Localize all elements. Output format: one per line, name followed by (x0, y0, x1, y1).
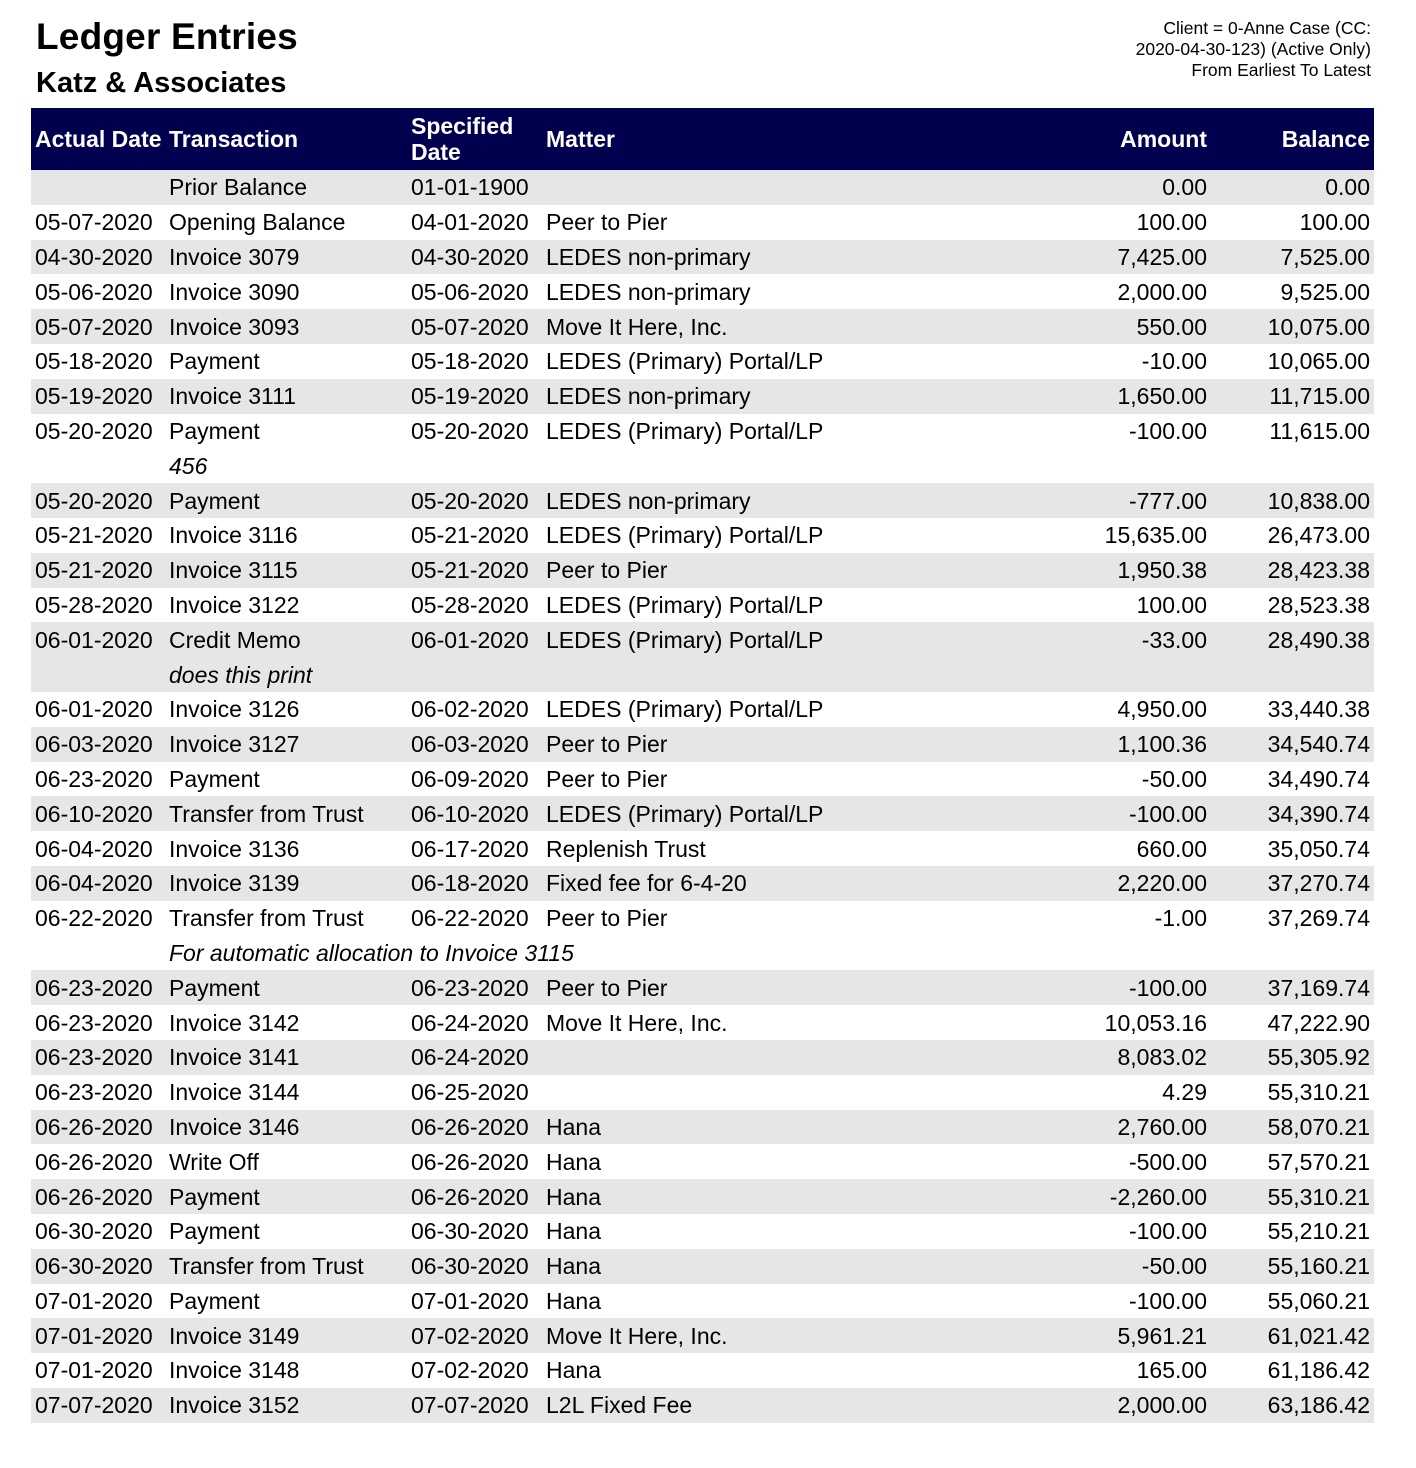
ledger-row (31, 414, 1374, 449)
cell-specified-date: 05-18-2020 (411, 348, 529, 375)
cell-matter: Hana (546, 1287, 601, 1314)
cell-matter: Hana (546, 1148, 601, 1175)
ledger-row (31, 1388, 1374, 1423)
ledger-row (31, 588, 1374, 623)
cell-actual-date: 06-22-2020 (35, 905, 153, 932)
cell-matter: L2L Fixed Fee (546, 1392, 693, 1419)
report-title: Ledger Entries (36, 16, 298, 57)
cell-amount: 5,961.21 (1117, 1322, 1207, 1349)
cell-balance: 55,305.92 (1267, 1044, 1370, 1071)
cell-amount: 1,100.36 (1117, 731, 1207, 758)
cell-actual-date: 06-04-2020 (35, 870, 153, 897)
cell-actual-date: 05-06-2020 (35, 278, 153, 305)
cell-balance: 55,310.21 (1267, 1183, 1370, 1210)
ledger-row (31, 970, 1374, 1005)
cell-balance: 10,075.00 (1267, 313, 1370, 340)
cell-actual-date: 06-01-2020 (35, 696, 153, 723)
cell-specified-date: 04-01-2020 (411, 209, 529, 236)
cell-amount: 7,425.00 (1117, 243, 1207, 270)
cell-transaction: Invoice 3144 (169, 1079, 300, 1106)
cell-amount: 660.00 (1136, 835, 1207, 862)
ledger-row (31, 1353, 1374, 1388)
cell-balance: 7,525.00 (1280, 243, 1370, 270)
cell-matter: Peer to Pier (546, 765, 668, 792)
cell-note: 456 (169, 452, 208, 479)
cell-transaction: Transfer from Trust (169, 800, 364, 827)
cell-balance: 57,570.21 (1267, 1148, 1370, 1175)
ledger-row (31, 622, 1374, 657)
cell-transaction: Payment (169, 974, 260, 1001)
cell-matter (542, 1075, 987, 1110)
cell-transaction: Payment (169, 487, 260, 514)
header-row (31, 108, 1374, 170)
filter-line: 2020-04-30-123) (Active Only) (1135, 39, 1371, 59)
cell-matter: Move It Here, Inc. (546, 1322, 728, 1349)
cell-matter: Hana (546, 1113, 601, 1140)
cell-matter: LEDES (Primary) Portal/LP (546, 626, 824, 653)
cell-balance: 33,440.38 (1267, 696, 1370, 723)
cell-transaction: Invoice 3111 (169, 383, 297, 410)
cell-actual-date: 05-28-2020 (35, 591, 153, 618)
cell-matter: Replenish Trust (546, 835, 706, 862)
cell-transaction: Payment (169, 1183, 260, 1210)
ledger-row (31, 727, 1374, 762)
ledger-row (31, 379, 1374, 414)
cell-transaction: Payment (169, 417, 260, 444)
ledger-row (31, 762, 1374, 797)
cell-matter: LEDES non-primary (546, 243, 751, 270)
ledger-row (31, 309, 1374, 344)
cell-transaction: Payment (169, 1287, 260, 1314)
ledger-row (31, 553, 1374, 588)
cell-amount: 2,000.00 (1117, 278, 1207, 305)
cell-balance: 55,160.21 (1267, 1253, 1370, 1280)
report-filter-info (1041, 18, 1371, 81)
cell-matter (542, 1040, 987, 1075)
cell-matter: Peer to Pier (546, 557, 668, 584)
cell-amount: 100.00 (1136, 209, 1207, 236)
ledger-note-row (31, 936, 1374, 971)
cell-balance: 10,838.00 (1267, 487, 1370, 514)
cell-amount: -100.00 (1128, 800, 1207, 827)
cell-amount: -2,260.00 (1109, 1183, 1207, 1210)
cell-balance: 34,390.74 (1267, 800, 1370, 827)
cell-transaction: Payment (169, 1218, 260, 1245)
cell-matter: LEDES (Primary) Portal/LP (546, 522, 824, 549)
cell-actual-date: 06-30-2020 (35, 1218, 153, 1245)
ledger-row (31, 483, 1374, 518)
cell-matter: LEDES (Primary) Portal/LP (546, 800, 824, 827)
cell-actual-date (31, 170, 165, 205)
cell-balance: 34,540.74 (1267, 731, 1370, 758)
ledger-row (31, 1144, 1374, 1179)
cell-actual-date: 06-30-2020 (35, 1253, 153, 1280)
header-balance: Balance (1281, 126, 1370, 152)
cell-specified-date: 06-23-2020 (411, 974, 529, 1001)
cell-transaction: Payment (169, 348, 260, 375)
cell-transaction: Invoice 3141 (169, 1044, 300, 1071)
cell-matter: Hana (546, 1253, 601, 1280)
note-spacer (31, 448, 165, 483)
cell-transaction: Transfer from Trust (169, 1253, 364, 1280)
cell-balance: 11,715.00 (1269, 383, 1370, 410)
header-amount: Amount (1120, 126, 1207, 152)
cell-amount: 100.00 (1136, 591, 1207, 618)
cell-actual-date: 05-07-2020 (35, 209, 153, 236)
cell-specified-date: 05-28-2020 (411, 591, 529, 618)
cell-note: For automatic allocation to Invoice 3115 (169, 939, 574, 966)
cell-matter: Peer to Pier (546, 209, 668, 236)
cell-actual-date: 06-23-2020 (35, 1044, 153, 1071)
cell-amount: 0.00 (1162, 174, 1207, 201)
cell-matter: LEDES non-primary (546, 278, 751, 305)
cell-amount: 10,053.16 (1104, 1009, 1207, 1036)
cell-specified-date: 04-30-2020 (411, 243, 529, 270)
cell-amount: -100.00 (1128, 974, 1207, 1001)
cell-transaction: Invoice 3115 (169, 557, 298, 584)
cell-actual-date: 07-01-2020 (35, 1357, 153, 1384)
cell-balance: 35,050.74 (1267, 835, 1370, 862)
cell-specified-date: 05-06-2020 (411, 278, 529, 305)
cell-balance: 58,070.21 (1267, 1113, 1370, 1140)
ledger-row (31, 866, 1374, 901)
ledger-row (31, 1040, 1374, 1075)
cell-actual-date: 05-20-2020 (35, 487, 153, 514)
cell-matter: LEDES (Primary) Portal/LP (546, 591, 824, 618)
cell-actual-date: 06-23-2020 (35, 1079, 153, 1106)
cell-actual-date: 06-23-2020 (35, 765, 153, 792)
cell-amount: -10.00 (1141, 348, 1207, 375)
cell-specified-date: 07-01-2020 (411, 1287, 529, 1314)
cell-transaction: Invoice 3142 (169, 1009, 300, 1036)
cell-specified-date: 06-02-2020 (411, 696, 529, 723)
cell-transaction: Invoice 3127 (169, 731, 300, 758)
cell-amount: 2,000.00 (1117, 1392, 1207, 1419)
cell-amount: 2,760.00 (1117, 1113, 1207, 1140)
ledger-row (31, 692, 1374, 727)
ledger-table-header (31, 108, 1374, 170)
cell-matter: Hana (546, 1218, 601, 1245)
cell-actual-date: 07-07-2020 (35, 1392, 153, 1419)
cell-balance: 55,210.21 (1267, 1218, 1370, 1245)
cell-transaction: Opening Balance (169, 209, 346, 236)
cell-matter: LEDES (Primary) Portal/LP (546, 417, 824, 444)
cell-specified-date: 05-20-2020 (411, 487, 529, 514)
cell-actual-date: 06-03-2020 (35, 731, 153, 758)
cell-transaction: Invoice 3093 (169, 313, 300, 340)
cell-matter: LEDES non-primary (546, 383, 751, 410)
cell-specified-date: 06-24-2020 (411, 1009, 529, 1036)
ledger-note-row (31, 448, 1374, 483)
cell-specified-date: 06-03-2020 (411, 731, 529, 758)
cell-balance: 0.00 (1325, 174, 1370, 201)
cell-actual-date: 06-26-2020 (35, 1148, 153, 1175)
ledger-row (31, 518, 1374, 553)
sort-order-line: From Earliest To Latest (1191, 60, 1371, 80)
cell-actual-date: 05-19-2020 (35, 383, 153, 410)
cell-amount: 4,950.00 (1117, 696, 1207, 723)
cell-actual-date: 07-01-2020 (35, 1287, 153, 1314)
cell-matter: Peer to Pier (546, 974, 668, 1001)
cell-specified-date: 07-07-2020 (411, 1392, 529, 1419)
cell-matter: Peer to Pier (546, 731, 668, 758)
cell-transaction: Invoice 3126 (169, 696, 300, 723)
cell-actual-date: 06-23-2020 (35, 1009, 153, 1036)
ledger-note-row (31, 657, 1374, 692)
cell-actual-date: 06-10-2020 (35, 800, 153, 827)
cell-specified-date: 05-19-2020 (411, 383, 529, 410)
ledger-row (31, 901, 1374, 936)
cell-balance: 61,186.42 (1267, 1357, 1370, 1384)
cell-amount: 165.00 (1136, 1357, 1207, 1384)
cell-transaction: Invoice 3122 (169, 591, 300, 618)
ledger-row (31, 240, 1374, 275)
cell-transaction: Payment (169, 765, 260, 792)
filter-line: Client = 0-Anne Case (CC: (1163, 18, 1371, 38)
cell-balance: 26,473.00 (1267, 522, 1370, 549)
header-specified-date: Specified Date (411, 113, 514, 165)
note-spacer (31, 657, 165, 692)
cell-specified-date: 06-01-2020 (411, 626, 529, 653)
cell-amount: 550.00 (1136, 313, 1207, 340)
cell-specified-date: 06-30-2020 (411, 1253, 529, 1280)
cell-specified-date: 06-25-2020 (411, 1079, 529, 1106)
cell-balance: 34,490.74 (1267, 765, 1370, 792)
cell-amount: 8,083.02 (1117, 1044, 1207, 1071)
cell-actual-date: 06-01-2020 (35, 626, 153, 653)
cell-transaction: Invoice 3079 (169, 243, 300, 270)
cell-specified-date: 05-21-2020 (411, 557, 529, 584)
cell-balance: 55,060.21 (1267, 1287, 1370, 1314)
cell-amount: -50.00 (1141, 1253, 1207, 1280)
cell-specified-date: 06-09-2020 (411, 765, 529, 792)
cell-balance: 11,615.00 (1269, 417, 1370, 444)
cell-actual-date: 06-23-2020 (35, 974, 153, 1001)
header-matter: Matter (546, 126, 616, 152)
cell-matter: Hana (546, 1183, 601, 1210)
cell-amount: -500.00 (1128, 1148, 1207, 1175)
cell-amount: 1,950.38 (1117, 557, 1207, 584)
cell-actual-date: 07-01-2020 (35, 1322, 153, 1349)
cell-specified-date: 01-01-1900 (411, 174, 529, 201)
cell-balance: 37,169.74 (1267, 974, 1370, 1001)
ledger-table (31, 108, 1374, 1423)
cell-actual-date: 06-26-2020 (35, 1113, 153, 1140)
cell-transaction: Invoice 3116 (169, 522, 298, 549)
cell-transaction: Invoice 3146 (169, 1113, 300, 1140)
cell-specified-date: 06-18-2020 (411, 870, 529, 897)
cell-matter: Move It Here, Inc. (546, 1009, 728, 1036)
cell-note: does this print (169, 661, 313, 688)
cell-matter: LEDES (Primary) Portal/LP (546, 696, 824, 723)
ledger-row (31, 796, 1374, 831)
cell-balance: 28,490.38 (1267, 626, 1370, 653)
cell-balance: 28,523.38 (1267, 591, 1370, 618)
cell-specified-date: 06-10-2020 (411, 800, 529, 827)
cell-balance: 47,222.90 (1267, 1009, 1370, 1036)
cell-transaction: Prior Balance (169, 174, 308, 201)
cell-balance: 61,021.42 (1267, 1322, 1370, 1349)
cell-amount: 4.29 (1162, 1079, 1207, 1106)
ledger-row (31, 1075, 1374, 1110)
cell-balance: 37,270.74 (1267, 870, 1370, 897)
cell-specified-date: 06-22-2020 (411, 905, 529, 932)
cell-specified-date: 05-07-2020 (411, 313, 529, 340)
cell-transaction: Invoice 3148 (169, 1357, 300, 1384)
ledger-row (31, 344, 1374, 379)
ledger-row (31, 1318, 1374, 1353)
header-transaction: Transaction (169, 126, 299, 152)
ledger-row (31, 1284, 1374, 1319)
cell-amount: -50.00 (1141, 765, 1207, 792)
cell-balance: 28,423.38 (1267, 557, 1370, 584)
cell-matter: LEDES (Primary) Portal/LP (546, 348, 824, 375)
cell-amount: -100.00 (1128, 1218, 1207, 1245)
cell-specified-date: 06-26-2020 (411, 1113, 529, 1140)
cell-matter: Peer to Pier (546, 905, 668, 932)
cell-actual-date: 05-07-2020 (35, 313, 153, 340)
cell-transaction: Invoice 3152 (169, 1392, 300, 1419)
cell-amount: -33.00 (1141, 626, 1207, 653)
ledger-row (31, 1249, 1374, 1284)
cell-specified-date: 05-21-2020 (411, 522, 529, 549)
ledger-row (31, 274, 1374, 309)
cell-matter: Fixed fee for 6-4-20 (546, 870, 747, 897)
firm-name: Katz & Associates (36, 67, 287, 99)
cell-actual-date: 04-30-2020 (35, 243, 153, 270)
cell-specified-date: 07-02-2020 (411, 1357, 529, 1384)
cell-amount: 15,635.00 (1104, 522, 1207, 549)
cell-specified-date: 06-26-2020 (411, 1148, 529, 1175)
header-actual-date: Actual Date (35, 126, 162, 152)
cell-transaction: Invoice 3149 (169, 1322, 300, 1349)
ledger-row (31, 1214, 1374, 1249)
cell-specified-date: 07-02-2020 (411, 1322, 529, 1349)
ledger-row (31, 170, 1374, 205)
cell-actual-date: 05-21-2020 (35, 557, 153, 584)
cell-amount: 2,220.00 (1117, 870, 1207, 897)
cell-amount: 1,650.00 (1117, 383, 1207, 410)
cell-balance: 9,525.00 (1280, 278, 1370, 305)
note-spacer (31, 936, 165, 971)
ledger-row (31, 831, 1374, 866)
cell-matter: Hana (546, 1357, 601, 1384)
cell-specified-date: 06-30-2020 (411, 1218, 529, 1245)
cell-specified-date: 06-26-2020 (411, 1183, 529, 1210)
cell-amount: -777.00 (1128, 487, 1207, 514)
cell-balance: 10,065.00 (1267, 348, 1370, 375)
ledger-table-body (31, 170, 1374, 1423)
cell-transaction: Credit Memo (169, 626, 301, 653)
ledger-row (31, 1110, 1374, 1145)
cell-specified-date: 06-17-2020 (411, 835, 529, 862)
cell-balance: 63,186.42 (1267, 1392, 1370, 1419)
cell-specified-date: 05-20-2020 (411, 417, 529, 444)
cell-transaction: Write Off (169, 1148, 259, 1175)
cell-actual-date: 06-26-2020 (35, 1183, 153, 1210)
cell-balance: 37,269.74 (1267, 905, 1370, 932)
cell-actual-date: 05-18-2020 (35, 348, 153, 375)
cell-actual-date: 06-04-2020 (35, 835, 153, 862)
cell-specified-date: 06-24-2020 (411, 1044, 529, 1071)
cell-balance: 55,310.21 (1267, 1079, 1370, 1106)
ledger-row (31, 1005, 1374, 1040)
cell-matter: Move It Here, Inc. (546, 313, 728, 340)
ledger-row (31, 205, 1374, 240)
ledger-row (31, 1179, 1374, 1214)
cell-matter: LEDES non-primary (546, 487, 751, 514)
cell-balance: 100.00 (1299, 209, 1370, 236)
cell-transaction: Invoice 3136 (169, 835, 300, 862)
cell-matter (542, 170, 987, 205)
cell-transaction: Invoice 3139 (169, 870, 300, 897)
cell-amount: -100.00 (1128, 417, 1207, 444)
cell-amount: -1.00 (1154, 905, 1207, 932)
cell-transaction: Transfer from Trust (169, 905, 364, 932)
cell-actual-date: 05-21-2020 (35, 522, 153, 549)
cell-amount: -100.00 (1128, 1287, 1207, 1314)
cell-transaction: Invoice 3090 (169, 278, 300, 305)
cell-actual-date: 05-20-2020 (35, 417, 153, 444)
